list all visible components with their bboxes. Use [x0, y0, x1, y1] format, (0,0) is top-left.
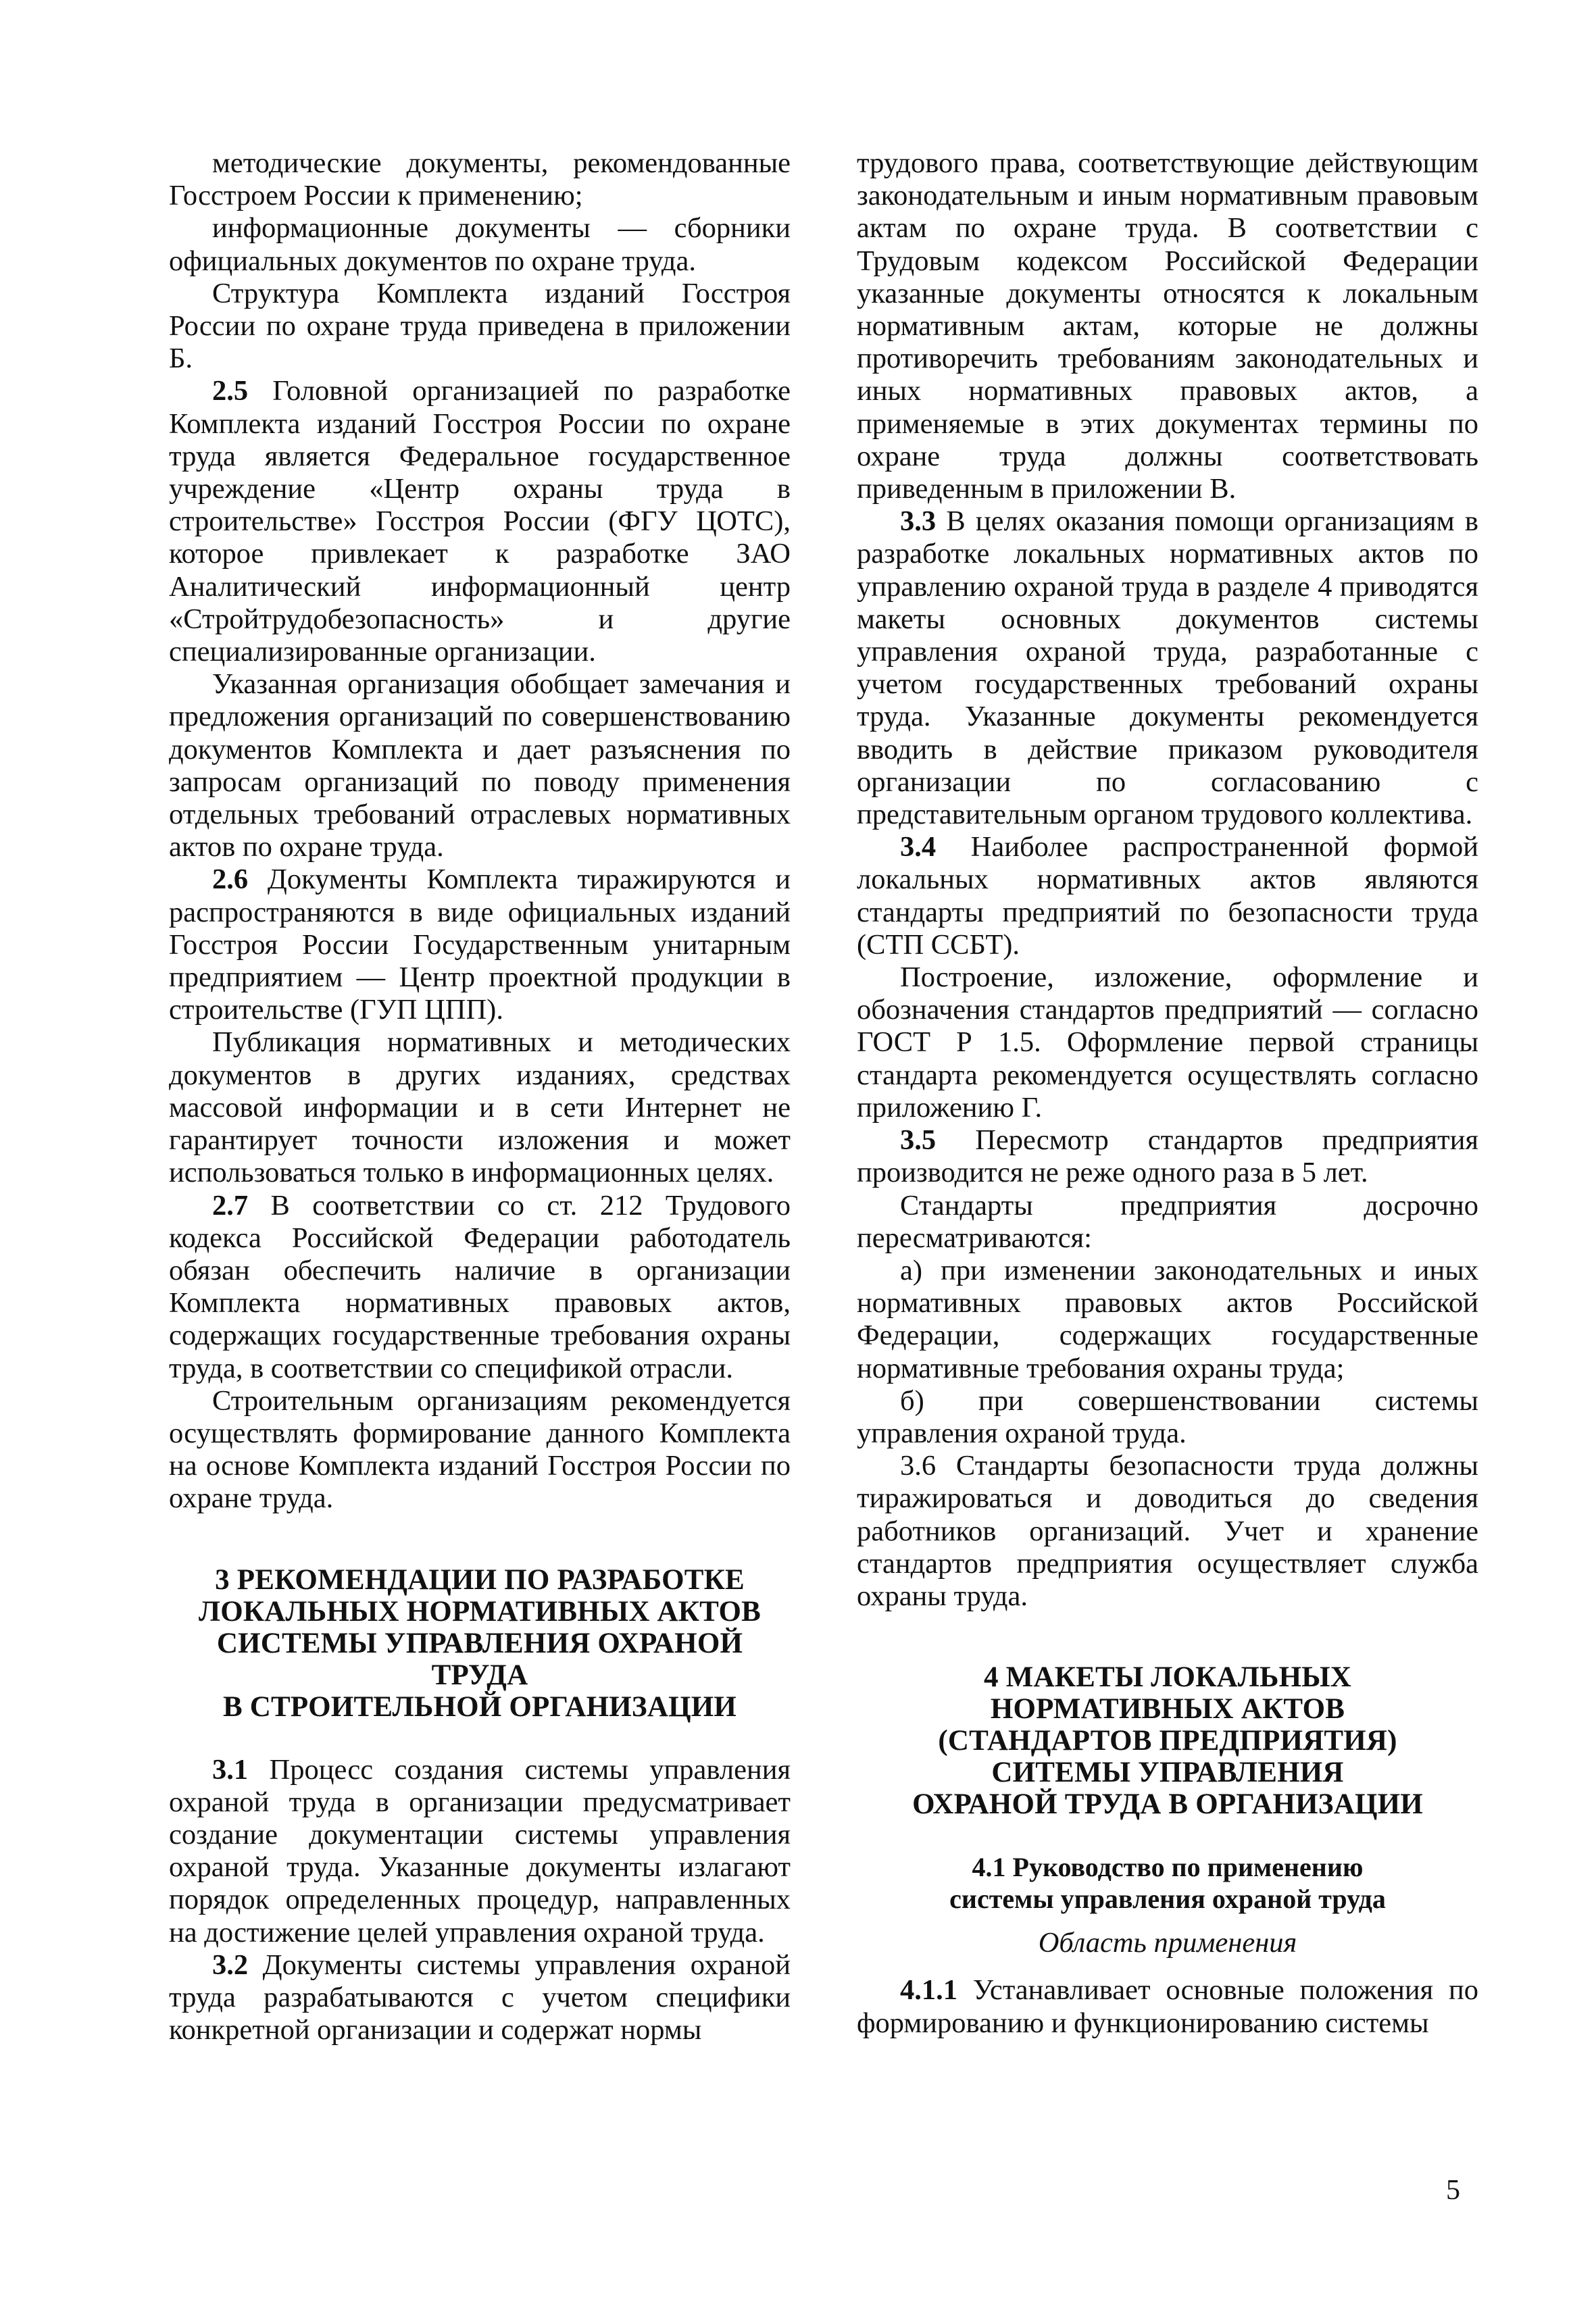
- paragraph: [169, 278, 791, 376]
- paragraph-text: В соответствии со ст. 212 Трудового кодекса Российской Федерации работодатель обязан обеспечить наличие в организации Комплекта нормативных правовых актов, содержащих государственные требования охраны труда, в соответствии со спецификой отрасли.: [169, 1189, 791, 1384]
- right-column: [857, 147, 1478, 2040]
- clause-number: 3.2: [212, 1948, 249, 1981]
- paragraph: [169, 147, 791, 212]
- heading-line: системы управления охраной труда: [949, 1884, 1386, 1915]
- heading-line: (СТАНДАРТОВ ПРЕДПРИЯТИЯ): [938, 1725, 1397, 1757]
- paragraph: [169, 212, 791, 277]
- clause-number: 2.5: [212, 375, 249, 407]
- paragraph-text: Строительным организациям рекомендуется осуществлять формирование данного Комплекта на основе Комплекта изданий Госстроя России по охране труда.: [169, 1384, 791, 1515]
- scope-subheading: Область применения: [1038, 1927, 1297, 1959]
- clause-number: 2.7: [212, 1189, 249, 1222]
- paragraph: [169, 1754, 791, 1949]
- paragraph: [857, 1450, 1478, 1613]
- heading-line: СИСТЕМЫ УПРАВЛЕНИЯ ОХРАНОЙ ТРУДА: [216, 1627, 743, 1691]
- paragraph: [857, 1385, 1478, 1450]
- heading-line: 3 РЕКОМЕНДАЦИИ ПО РАЗРАБОТКЕ: [215, 1563, 745, 1596]
- paragraph-text: Указанная организация обобщает замечания и предложения организаций по совершенствованию документов Комплекта и дает разъяснения по запросам организаций по поводу применения отдельных требований отраслевых нормативных актов по охране труда.: [169, 668, 791, 863]
- clause-number: 4.1.1: [900, 1974, 957, 2007]
- paragraph-text: Процесс создания системы управления охраной труда в организации предусматривает создание документации системы управления охраной труда. Указанные документы излагают порядок определенных процедур, направленных на достижение целей управления охраной труда.: [169, 1753, 791, 1948]
- paragraph-text: методические документы, рекомендованные Госстроем России к применению;: [169, 147, 791, 212]
- paragraph: [857, 961, 1478, 1124]
- paragraph-text: Документы системы управления охраной труда разрабатываются с учетом специфики конкретной организации и содержат нормы: [169, 1948, 791, 2046]
- paragraph: [169, 1385, 791, 1515]
- paragraph: [857, 1190, 1478, 1255]
- paragraph: [169, 863, 791, 1026]
- paragraph-text: Документы Комплекта тиражируются и распространяются в виде официальных изданий Госстроя России Государственным унитарным предприятием — Центр проектной продукции в строительстве (ГУП ЦПП).: [169, 863, 791, 1026]
- paragraph-text: б) при совершенствовании системы управления охраной труда.: [857, 1384, 1478, 1449]
- paragraph-text: Стандарты предприятия досрочно пересматриваются:: [857, 1189, 1478, 1254]
- paragraph-text: 3.6 Стандарты безопасности труда должны тиражироваться и доводиться до сведения работников организаций. Учет и хранение стандартов предприятия осуществляет служба охраны труда.: [857, 1450, 1478, 1612]
- paragraph-text: Структура Комплекта изданий Госстроя России по охране труда приведена в приложении Б.: [169, 277, 791, 375]
- paragraph-text: Устанавливает основные положения по формированию и функционированию системы: [857, 1974, 1478, 2039]
- paragraph: [169, 668, 791, 863]
- paragraph-text: а) при изменении законодательных и иных нормативных правовых актов Российской Федерации, содержащих государственные нормативные требования охраны труда;: [857, 1254, 1478, 1384]
- paragraph-text: Публикация нормативных и методических документов в других изданиях, средствах массовой информации и в сети Интернет не гарантирует точности изложения и может использоваться только в информационных целях.: [169, 1026, 791, 1189]
- paragraph: [857, 1974, 1478, 2039]
- paragraph: [857, 505, 1478, 831]
- paragraph-text: информационные документы — сборники официальных документов по охране труда.: [169, 212, 791, 277]
- paragraph: [169, 1949, 791, 2047]
- paragraph: [857, 1255, 1478, 1385]
- paragraph-text: Пересмотр стандартов предприятия производится не реже одного раза в 5 лет.: [857, 1124, 1478, 1189]
- clause-number: 3.4: [900, 831, 937, 863]
- heading-line: СИТЕМЫ УПРАВЛЕНИЯ: [991, 1757, 1344, 1789]
- section-heading: [857, 1661, 1478, 1820]
- heading-line: 4 МАКЕТЫ ЛОКАЛЬНЫХ: [984, 1661, 1351, 1694]
- paragraph-text: трудового права, соответствующие действующим законодательным и иным нормативным правовым актам по охране труда. В соответствии с Трудовым кодексом Российской Федерации указанные документы относятся к локальным нормативным актам, которые не должны противоречить требованиям законодательных и иных нормативных правовых актов, а применяемые в этих документах термины по охране труда должны соответствовать приведенным в приложении В.: [857, 147, 1478, 505]
- subsection-heading: [857, 1851, 1478, 1915]
- page-number: 5: [1446, 2175, 1460, 2206]
- heading-line: ОХРАНОЙ ТРУДА В ОРГАНИЗАЦИИ: [912, 1788, 1423, 1821]
- paragraph: [169, 1026, 791, 1189]
- clause-number: 3.1: [212, 1753, 249, 1786]
- heading-line: ЛОКАЛЬНЫХ НОРМАТИВНЫХ АКТОВ: [198, 1595, 762, 1628]
- paragraph-text: Наиболее распространенной формой локальных нормативных актов являются стандарты предприятий по безопасности труда (СТП ССБТ).: [857, 831, 1478, 961]
- heading-line: НОРМАТИВНЫХ АКТОВ: [990, 1693, 1345, 1726]
- paragraph: [169, 1190, 791, 1385]
- paragraph-text: Построение, изложение, оформление и обозначения стандартов предприятий — согласно ГОСТ Р 1.5. Оформление первой страницы стандарта рекомендуется осуществлять согласно приложению Г.: [857, 961, 1478, 1124]
- left-column: [169, 147, 791, 2046]
- paragraph-text: Головной организацией по разработке Комплекта изданий Госстроя России по охране труда является Федеральное государственное учреждение «Центр охраны труда в строительстве» Госстроя России (ФГУ ЦОТС), которое привлекает к разработке ЗАО Аналитический информационный центр «Стройтрудобезопасность» и другие специализированные организации.: [169, 375, 791, 668]
- paragraph: [857, 831, 1478, 961]
- paragraph: [857, 1124, 1478, 1189]
- clause-number: 3.5: [900, 1124, 937, 1157]
- clause-number: 2.6: [212, 863, 249, 896]
- heading-line: 4.1 Руководство по применению: [972, 1852, 1364, 1883]
- paragraph: [169, 375, 791, 668]
- paragraph-text: В целях оказания помощи организациям в разработке локальных нормативных актов по управлению охраной труда в разделе 4 приводятся макеты основных документов системы управления охраной труда, разработанные с учетом государственных требований охраны труда. Указанные документы рекомендуется вводить в действие приказом руководителя организации по согласованию с представительным органом трудового коллектива.: [857, 505, 1478, 831]
- section-heading: [169, 1564, 791, 1723]
- paragraph: [857, 147, 1478, 505]
- clause-number: 3.3: [900, 505, 937, 538]
- heading-line: В СТРОИТЕЛЬНОЙ ОРГАНИЗАЦИИ: [222, 1690, 737, 1723]
